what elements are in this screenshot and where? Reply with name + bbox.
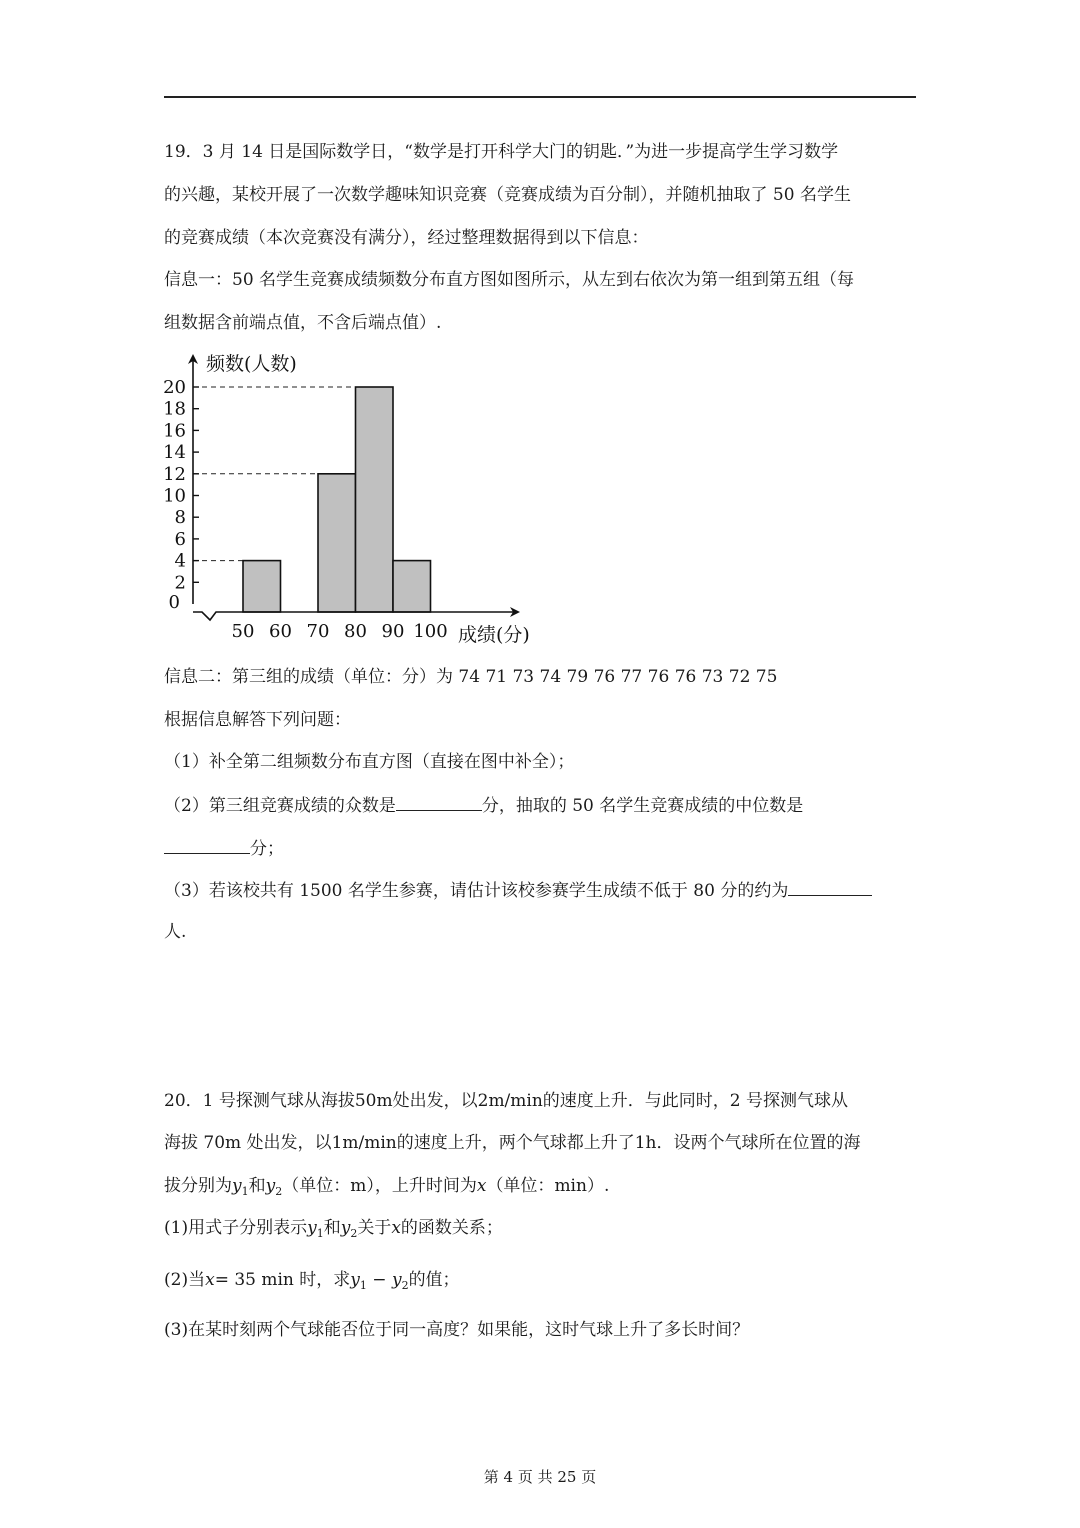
q19-part-1: （1）补全第二组频数分布直方图（直接在图中补全）；: [164, 752, 575, 772]
q20-text: 处出发，以: [392, 1091, 478, 1111]
q19-info1-line-2: 组数据含前端点值，不含后端点值）.: [164, 313, 442, 333]
q20-text: （单位：: [486, 1176, 555, 1196]
answer-blank-mode: [396, 792, 482, 811]
var-y: y: [265, 1176, 276, 1196]
q20-text: 和: [248, 1176, 266, 1196]
y-tick-label-18: 18: [163, 398, 186, 420]
y-tick-label-12: 12: [163, 463, 186, 485]
q20-text: = 35 min 时，求: [214, 1270, 351, 1290]
unit-min: min: [554, 1176, 587, 1196]
q20-sub-3: (3)在某时刻两个气球能否位于同一高度？如果能，这时气球上升了多长时间？: [164, 1320, 750, 1340]
var-x: x: [205, 1270, 215, 1290]
q20-text: （单位：: [282, 1176, 351, 1196]
minus-sign: −: [366, 1270, 392, 1290]
q20-text: (1)用式子分别表示: [164, 1218, 308, 1238]
q19-part-3-text-a: （3）若该校共有 1500 名学生参赛，请估计该校参赛学生成绩不低于 80 分的约为: [164, 881, 789, 901]
answer-blank-estimate: [788, 877, 872, 896]
q20-text: 关于: [357, 1218, 392, 1238]
q19-part-2-text-b: 分，抽取的 50 名学生竞赛成绩的中位数是: [481, 796, 804, 816]
q19-info1-line-1: 信息一：50 名学生竞赛成绩频数分布直方图如图所示，从左到右依次为第一组到第五组（每: [164, 270, 855, 290]
var-y: y: [232, 1176, 242, 1196]
var-x: x: [476, 1176, 487, 1196]
q19-part-2-text-c: 分；: [250, 839, 284, 859]
x-tick-label-60: 60: [269, 621, 292, 642]
var-y: y: [391, 1270, 402, 1290]
histogram-bar-80-90: [356, 387, 394, 612]
q20-sub-2: [164, 1268, 460, 1298]
q20-value-duration: 1h: [634, 1133, 657, 1153]
q20-text: 拔分别为: [164, 1176, 232, 1196]
histogram-chart: [160, 348, 560, 648]
q20-text: ），上升时间为: [366, 1176, 477, 1196]
q20-text: (2)当: [164, 1270, 206, 1290]
q20-text: 的速度上升．与此同时，2 号探测气球从: [542, 1091, 849, 1111]
var-y: y: [307, 1218, 317, 1238]
y-tick-label-4: 4: [174, 550, 186, 572]
x-tick-label-50: 50: [231, 621, 255, 642]
y-tick-label-2: 2: [174, 572, 186, 594]
y-tick-label-10: 10: [163, 485, 186, 507]
subscript-1: 1: [316, 1227, 324, 1240]
y-tick-label-8: 8: [174, 507, 186, 529]
subscript-2: 2: [350, 1227, 358, 1240]
x-tick-label-100: 100: [413, 621, 448, 642]
y-axis-label: 频数(人数): [206, 353, 297, 375]
q19-info2: 信息二：第三组的成绩（单位：分）为 74 71 73 74 79 76 77 76 76 73 72 75: [164, 667, 778, 687]
page-footer: 第 4 页 共 25 页: [483, 1468, 597, 1486]
q19-part-3-line-1: [164, 877, 872, 903]
q20-text: ）.: [586, 1176, 610, 1196]
q20-text: 的值；: [408, 1270, 460, 1290]
q19-part-2-line-1: [164, 792, 803, 818]
subscript-2: 2: [275, 1185, 283, 1198]
q20-text: 海拔 70m 处出发，以: [164, 1133, 332, 1153]
x-tick-label-90: 90: [381, 621, 405, 642]
var-x: x: [391, 1218, 401, 1238]
histogram-bar-70-80: [318, 474, 356, 612]
var-y: y: [350, 1270, 360, 1290]
q19-line-1: 19．3 月 14 日是国际数学日，“数学是打开科学大门的钥匙．”为进一步提高学生学习数学: [164, 142, 839, 162]
q19-line-2: 的兴趣，某校开展了一次数学趣味知识竞赛（竞赛成绩为百分制），并随机抽取了 50 名学生: [164, 185, 851, 205]
y-tick-label-14: 14: [163, 442, 186, 464]
y-tick-label-20: 20: [163, 377, 186, 398]
x-tick-label-80: 80: [344, 621, 367, 642]
q20-text: 和: [323, 1218, 341, 1238]
y-tick-label-6: 6: [174, 528, 186, 550]
subscript-2: 2: [401, 1279, 409, 1292]
var-y: y: [340, 1218, 351, 1238]
histogram-bar-50-60: [243, 561, 281, 612]
subscript-1: 1: [359, 1279, 367, 1292]
q19-part-3-line-2: 人.: [164, 922, 187, 942]
q20-line-2: [164, 1131, 861, 1155]
q20-sub-1: [164, 1216, 503, 1246]
q19-part-2-line-2: [164, 835, 284, 861]
q20-text: ．设两个气球所在位置的海: [656, 1133, 861, 1153]
unit-m: m: [350, 1176, 367, 1196]
x-tick-label-70: 70: [306, 621, 330, 642]
answer-blank-median: [164, 835, 250, 854]
q20-line-1: [164, 1089, 848, 1113]
q20-value-altitude-1: 50m: [354, 1091, 393, 1111]
histogram-bar-90-100: [393, 561, 431, 612]
q20-text: 20．1 号探测气球从海拔: [164, 1091, 355, 1111]
q19-part-2-text-a: （2）第三组竞赛成绩的众数是: [164, 796, 396, 816]
y-tick-label-16: 16: [163, 420, 186, 442]
q20-text: 的函数关系；: [400, 1218, 503, 1238]
q20-text: 的速度上升，两个气球都上升了: [396, 1133, 635, 1153]
q20-line-3: [164, 1174, 609, 1204]
q19-prompt: 根据信息解答下列问题：: [164, 710, 351, 730]
header-rule: [164, 96, 916, 98]
x-axis: [193, 612, 518, 620]
subscript-1: 1: [241, 1185, 249, 1198]
x-axis-label: 成绩(分): [458, 624, 530, 646]
y-tick-label-0: 0: [168, 592, 180, 613]
q20-value-speed-1: 2m/min: [477, 1091, 543, 1111]
q19-line-3: 的竞赛成绩（本次竞赛没有满分），经过整理数据得到以下信息：: [164, 228, 649, 248]
q20-value-speed-2: 1m/min: [331, 1133, 397, 1153]
